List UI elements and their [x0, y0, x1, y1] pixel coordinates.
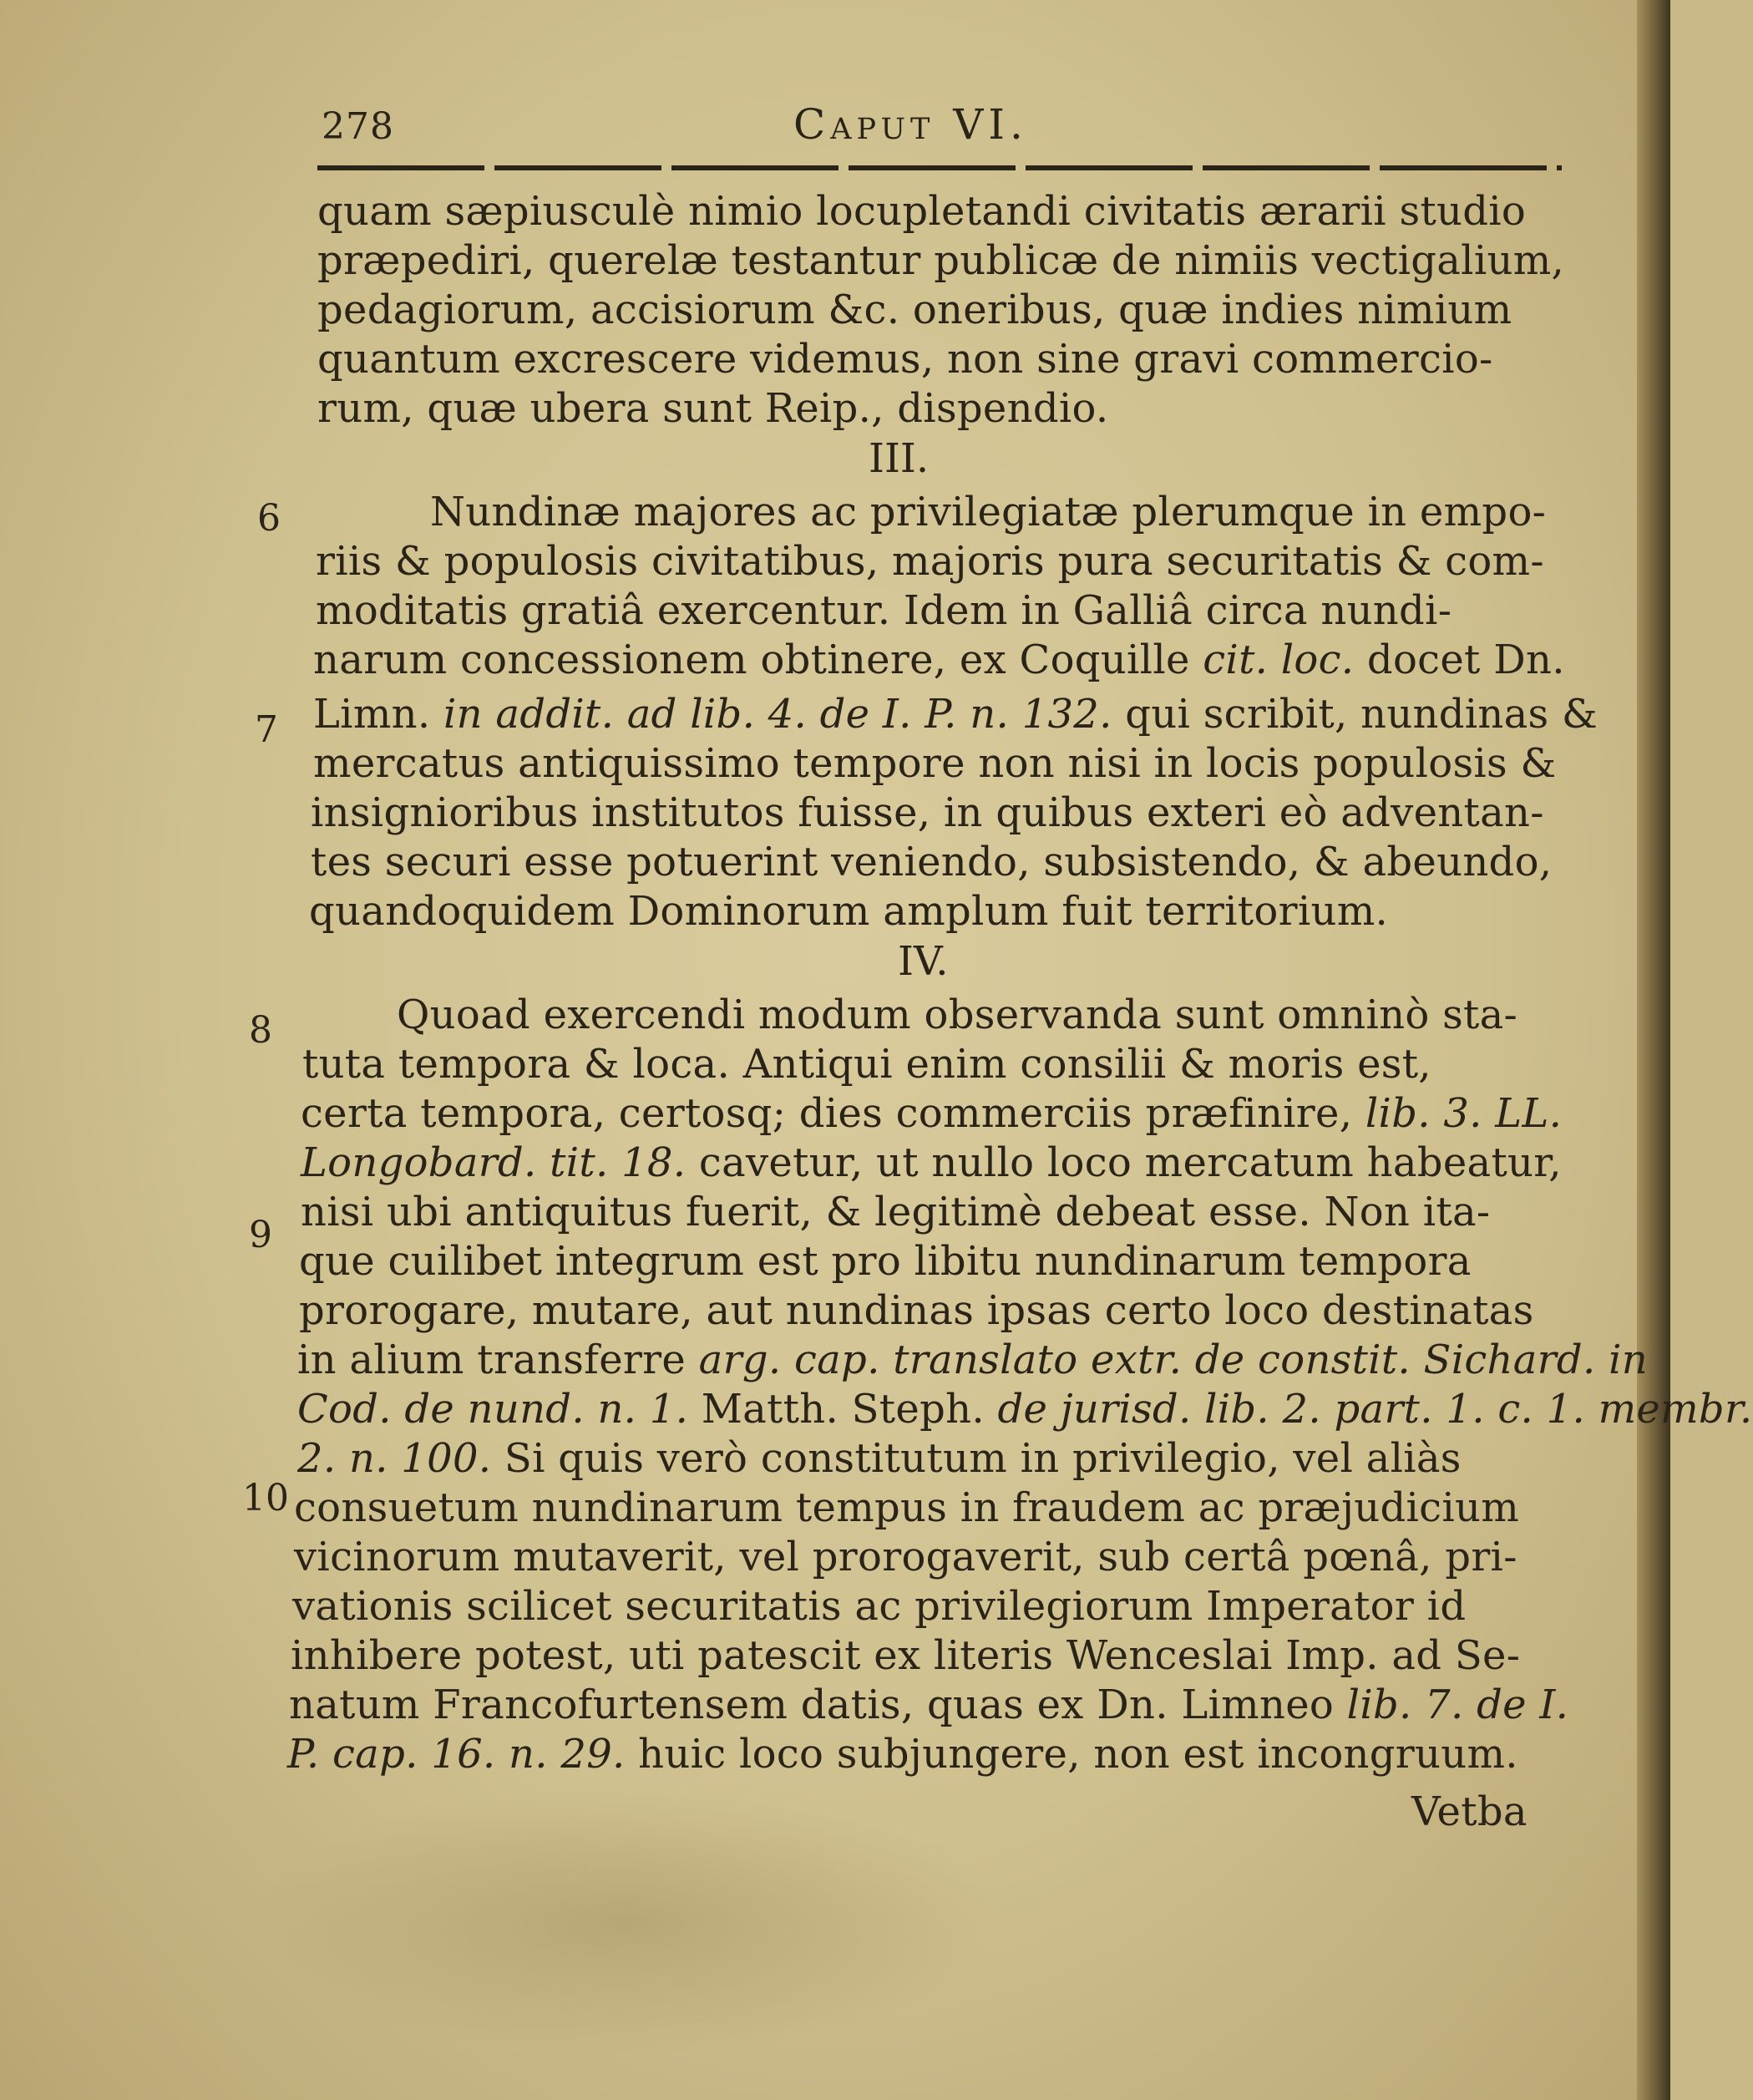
- text-line: quandoquidem Dominorum amplum fuit territorium.: [309, 888, 1389, 935]
- text-line: Cod. de nund. n. 1. Matth. Steph. de jurisd. lib. 2. part. 1. c. 1. membr.: [297, 1386, 1753, 1433]
- text-line: Longobard. tit. 18. cavetur, ut nullo loco mercatum habeatur,: [301, 1139, 1562, 1186]
- text-line: pedagiorum, accisiorum &c. oneribus, quæ indies nimium: [317, 287, 1512, 333]
- text-line: rum, quæ ubera sunt Reip., dispendio.: [317, 385, 1109, 432]
- water-stain: [251, 1788, 1002, 2055]
- text-line: riis & populosis civitatibus, majoris pura securitatis & com-: [316, 538, 1544, 585]
- text-line: vicinorum mutaverit, vel prorogaverit, sub certâ pœnâ, pri-: [294, 1534, 1517, 1580]
- text-line: in alium transferre arg. cap. translato extr. de constit. Sichard. in: [297, 1337, 1648, 1383]
- text-line: natum Francofurtensem datis, quas ex Dn. Limneo lib. 7. de I.: [289, 1682, 1569, 1728]
- page-edge: [1637, 0, 1670, 2100]
- text-line: inhibere potest, uti patescit ex literis Wenceslai Imp. ad Se-: [291, 1632, 1521, 1679]
- text-line: narum concessionem obtinere, ex Coquille cit. loc. docet Dn.: [313, 637, 1565, 683]
- margin-number: 7: [255, 708, 278, 751]
- page-number: 278: [322, 105, 394, 148]
- section-heading: III.: [869, 435, 930, 482]
- text-line: insignioribus institutos fuisse, in quibus exteri eò adventan-: [311, 789, 1544, 836]
- text-line: que cuilibet integrum est pro libitu nundinarum tempora: [299, 1238, 1472, 1285]
- text-line: tuta tempora & loca. Antiqui enim consilii & moris est,: [302, 1041, 1431, 1088]
- text-line: tes securi esse potuerint veniendo, subsistendo, & abeundo,: [311, 839, 1553, 885]
- running-title: Caput VI.: [793, 100, 1028, 149]
- text-line: Nundinæ majores ac privilegiatæ plerumque in empo-: [430, 489, 1547, 535]
- margin-number: 6: [257, 497, 281, 540]
- text-line: præpediri, querelæ testantur publicæ de nimiis vectigalium,: [317, 237, 1565, 284]
- text-line: quam sæpiusculè nimio locupletandi civitatis ærarii studio: [317, 188, 1527, 235]
- margin-number: 9: [249, 1214, 272, 1256]
- running-header: [322, 99, 1562, 157]
- header-rule: [317, 165, 1562, 170]
- section-heading: IV.: [898, 938, 949, 985]
- text-line: vationis scilicet securitatis ac privilegiorum Imperator id: [292, 1583, 1467, 1630]
- text-line: P. cap. 16. n. 29. huic loco subjungere, non est incongruum.: [287, 1731, 1518, 1778]
- text-line: Quoad exercendi modum observanda sunt omninò sta-: [397, 992, 1518, 1038]
- text-line: quantum excrescere videmus, non sine gravi commercio-: [317, 336, 1493, 383]
- catchword: Vetba: [1411, 1788, 1528, 1835]
- text-line: certa tempora, certosq; dies commerciis præfinire, lib. 3. LL.: [301, 1090, 1563, 1137]
- text-line: mercatus antiquissimo tempore non nisi in locis populosis &: [313, 740, 1557, 787]
- margin-number: 10: [242, 1477, 289, 1519]
- text-line: prorogare, mutare, aut nundinas ipsas certo loco destinatas: [299, 1287, 1534, 1334]
- text-line: consuetum nundinarum tempus in fraudem ac præjudicium: [294, 1484, 1520, 1531]
- text-line: Limn. in addit. ad lib. 4. de I. P. n. 132. qui scribit, nundinas &: [313, 691, 1598, 738]
- text-line: moditatis gratiâ exercentur. Idem in Galliâ circa nundi-: [316, 587, 1452, 634]
- margin-number: 8: [249, 1009, 272, 1052]
- text-line: nisi ubi antiquitus fuerit, & legitimè debeat esse. Non ita-: [301, 1189, 1491, 1235]
- text-line: 2. n. 100. Si quis verò constitutum in privilegio, vel aliàs: [297, 1435, 1462, 1482]
